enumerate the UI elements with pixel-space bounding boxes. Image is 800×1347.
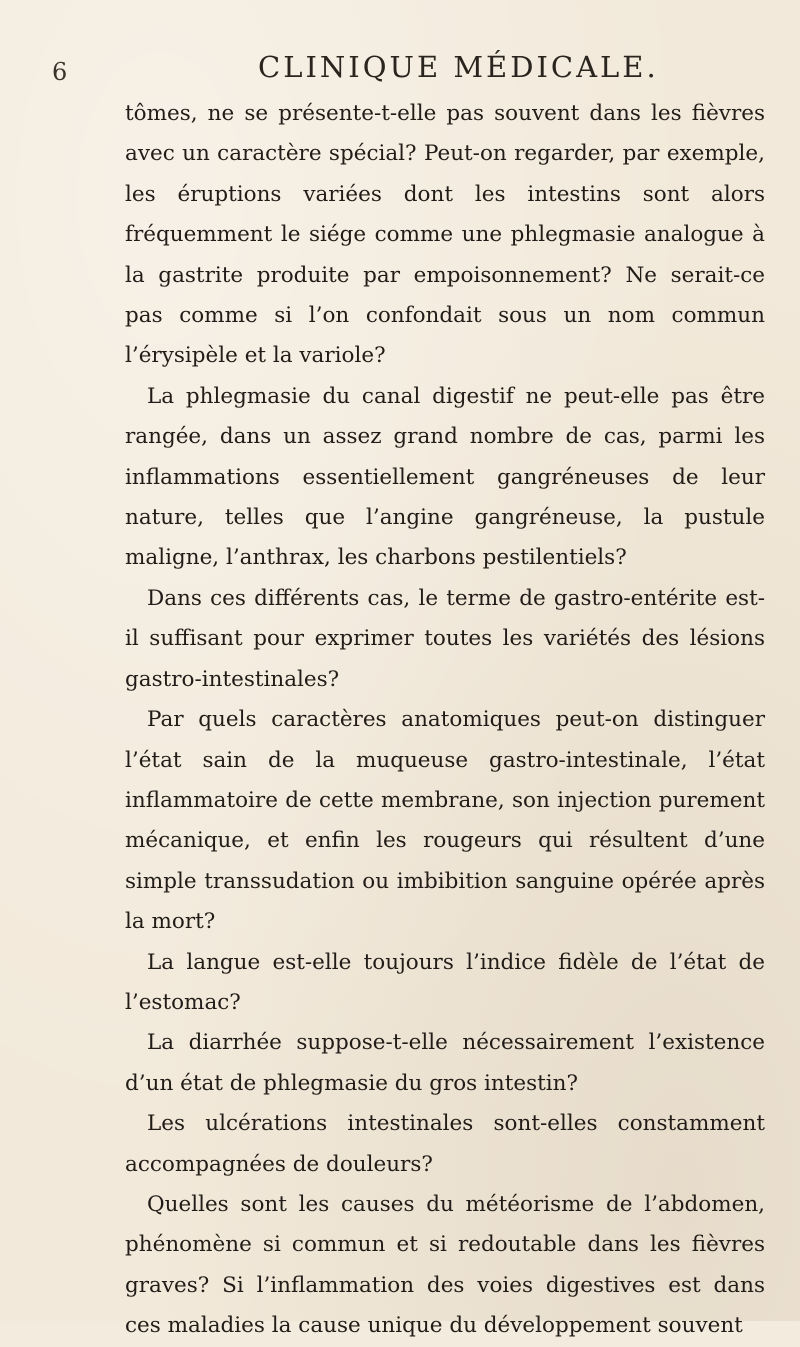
- body-text: [125, 94, 765, 1347]
- paragraph-6: La diarrhée suppose-t-elle nécessairement l’existence d’un état de phlegmasie du gros intestin?: [125, 1030, 765, 1096]
- paragraph-5: La langue est-elle toujours l’indice fidèle de l’état de l’estomac?: [125, 949, 765, 1015]
- paragraph-4: Par quels caractères anatomiques peut-on distinguer l’état sain de la muqueuse gastro-intestinale, l’état inflammatoire de cette membrane, son injection purement mécanique, et enfin les rougeurs qui résultent d’une simple transsudation ou imbibition sanguine opérée après la mort?: [125, 707, 765, 935]
- paragraph-2: La phlegmasie du canal digestif ne peut-elle pas être rangée, dans un assez grand nombre de cas, parmi les inflammations essentiellement gangréneuses de leur nature, telles que l’angine gangréneuse, la pustule maligne, l’anthrax, les charbons pestilentiels?: [125, 383, 765, 571]
- paragraph-1: tômes, ne se présente-t-elle pas souvent dans les fièvres avec un caractère spécial? Peut-on regarder, par exemple, les éruptions variées dont les intestins sont alors fréquemment le siége comme une phlegmasie analogue à la gastrite produite par empoisonnement? Ne serait-ce pas comme si l’on confondait sous un nom commun l’érysipèle et la variole?: [125, 101, 765, 369]
- paragraph-3: Dans ces différents cas, le terme de gastro-entérite est-il suffisant pour exprimer toutes les variétés des lésions gastro-intestinales?: [125, 585, 765, 692]
- page-number: 6: [52, 58, 68, 86]
- paragraph-7: Les ulcérations intestinales sont-elles constamment accompagnées de douleurs?: [125, 1111, 765, 1177]
- running-head: CLINIQUE MÉDICALE.: [258, 50, 659, 84]
- page-header: [0, 50, 800, 90]
- paragraph-8: Quelles sont les causes du météorisme de l’abdomen, phénomène si commun et si redoutable dans les fièvres graves? Si l’inflammation des voies digestives est dans ces maladies la cause unique du développement souvent: [125, 1191, 765, 1339]
